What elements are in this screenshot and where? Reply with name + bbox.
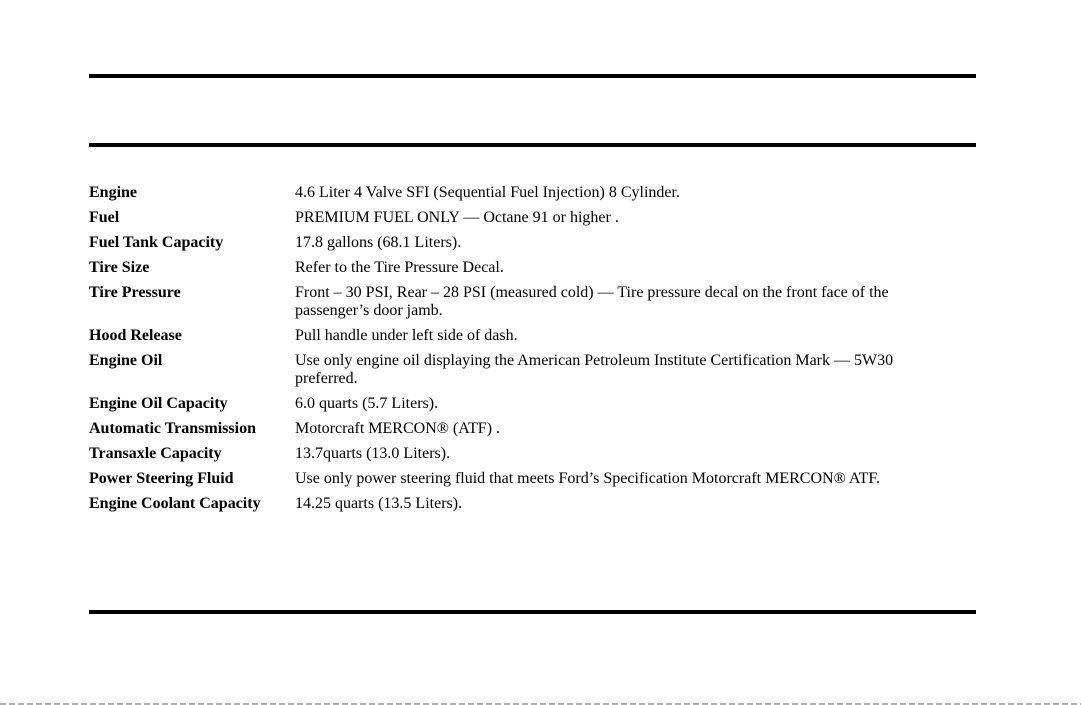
spec-row-engine-coolant-capacity [89,495,976,513]
spec-label: Hood Release [89,327,182,344]
spec-label: Engine [89,184,138,201]
spec-value: 4.6 Liter 4 Valve SFI (Sequential Fuel Injection) 8 Cylinder. [295,184,680,201]
bottom-rule [89,610,976,614]
spec-value: 13.7quarts (13.0 Liters). [295,445,451,462]
spec-row-engine [89,184,976,202]
spec-label: Automatic Transmission [89,420,256,437]
spec-row-fuel [89,209,976,227]
spec-label: Fuel [89,209,120,226]
spec-value: 6.0 quarts (5.7 Liters). [295,395,439,412]
spec-value: Refer to the Tire Pressure Decal. [295,259,504,276]
spec-value: Pull handle under left side of dash. [295,327,518,344]
spec-row-tire-size [89,259,976,277]
spec-value: 14.25 quarts (13.5 Liters). [295,495,463,512]
spec-row-fuel-tank-capacity [89,234,976,252]
spec-label: Tire Size [89,259,150,276]
spec-row-engine-oil-capacity [89,395,976,413]
spec-label: Transaxle Capacity [89,445,222,462]
spec-value: Motorcraft MERCON® (ATF) . [295,420,501,437]
spec-row-power-steering-fluid [89,470,976,488]
spec-row-transaxle-capacity [89,445,976,463]
spec-label: Tire Pressure [89,284,181,301]
spec-label: Engine Oil Capacity [89,395,228,412]
spec-label: Fuel Tank Capacity [89,234,224,251]
spec-value: Front – 30 PSI, Rear – 28 PSI (measured cold) — Tire pressure decal on the front face of the passenger’s door jamb. [295,284,889,319]
spec-value: 17.8 gallons (68.1 Liters). [295,234,462,251]
header-rule [89,143,976,147]
spec-row-engine-oil [89,352,976,388]
spec-value: PREMIUM FUEL ONLY — Octane 91 or higher . [295,209,619,226]
spec-table [89,184,976,520]
spec-row-hood-release [89,327,976,345]
spec-label: Engine Oil [89,352,163,369]
spec-row-automatic-transmission [89,420,976,438]
spec-label: Power Steering Fluid [89,470,234,487]
spec-value: Use only engine oil displaying the American Petroleum Institute Certification Mark — 5W30 preferred. [295,352,894,387]
spec-row-tire-pressure [89,284,976,320]
spec-label: Engine Coolant Capacity [89,495,261,512]
spec-value: Use only power steering fluid that meets Ford’s Specification Motorcraft MERCON® ATF. [295,470,881,487]
top-rule [89,74,976,78]
